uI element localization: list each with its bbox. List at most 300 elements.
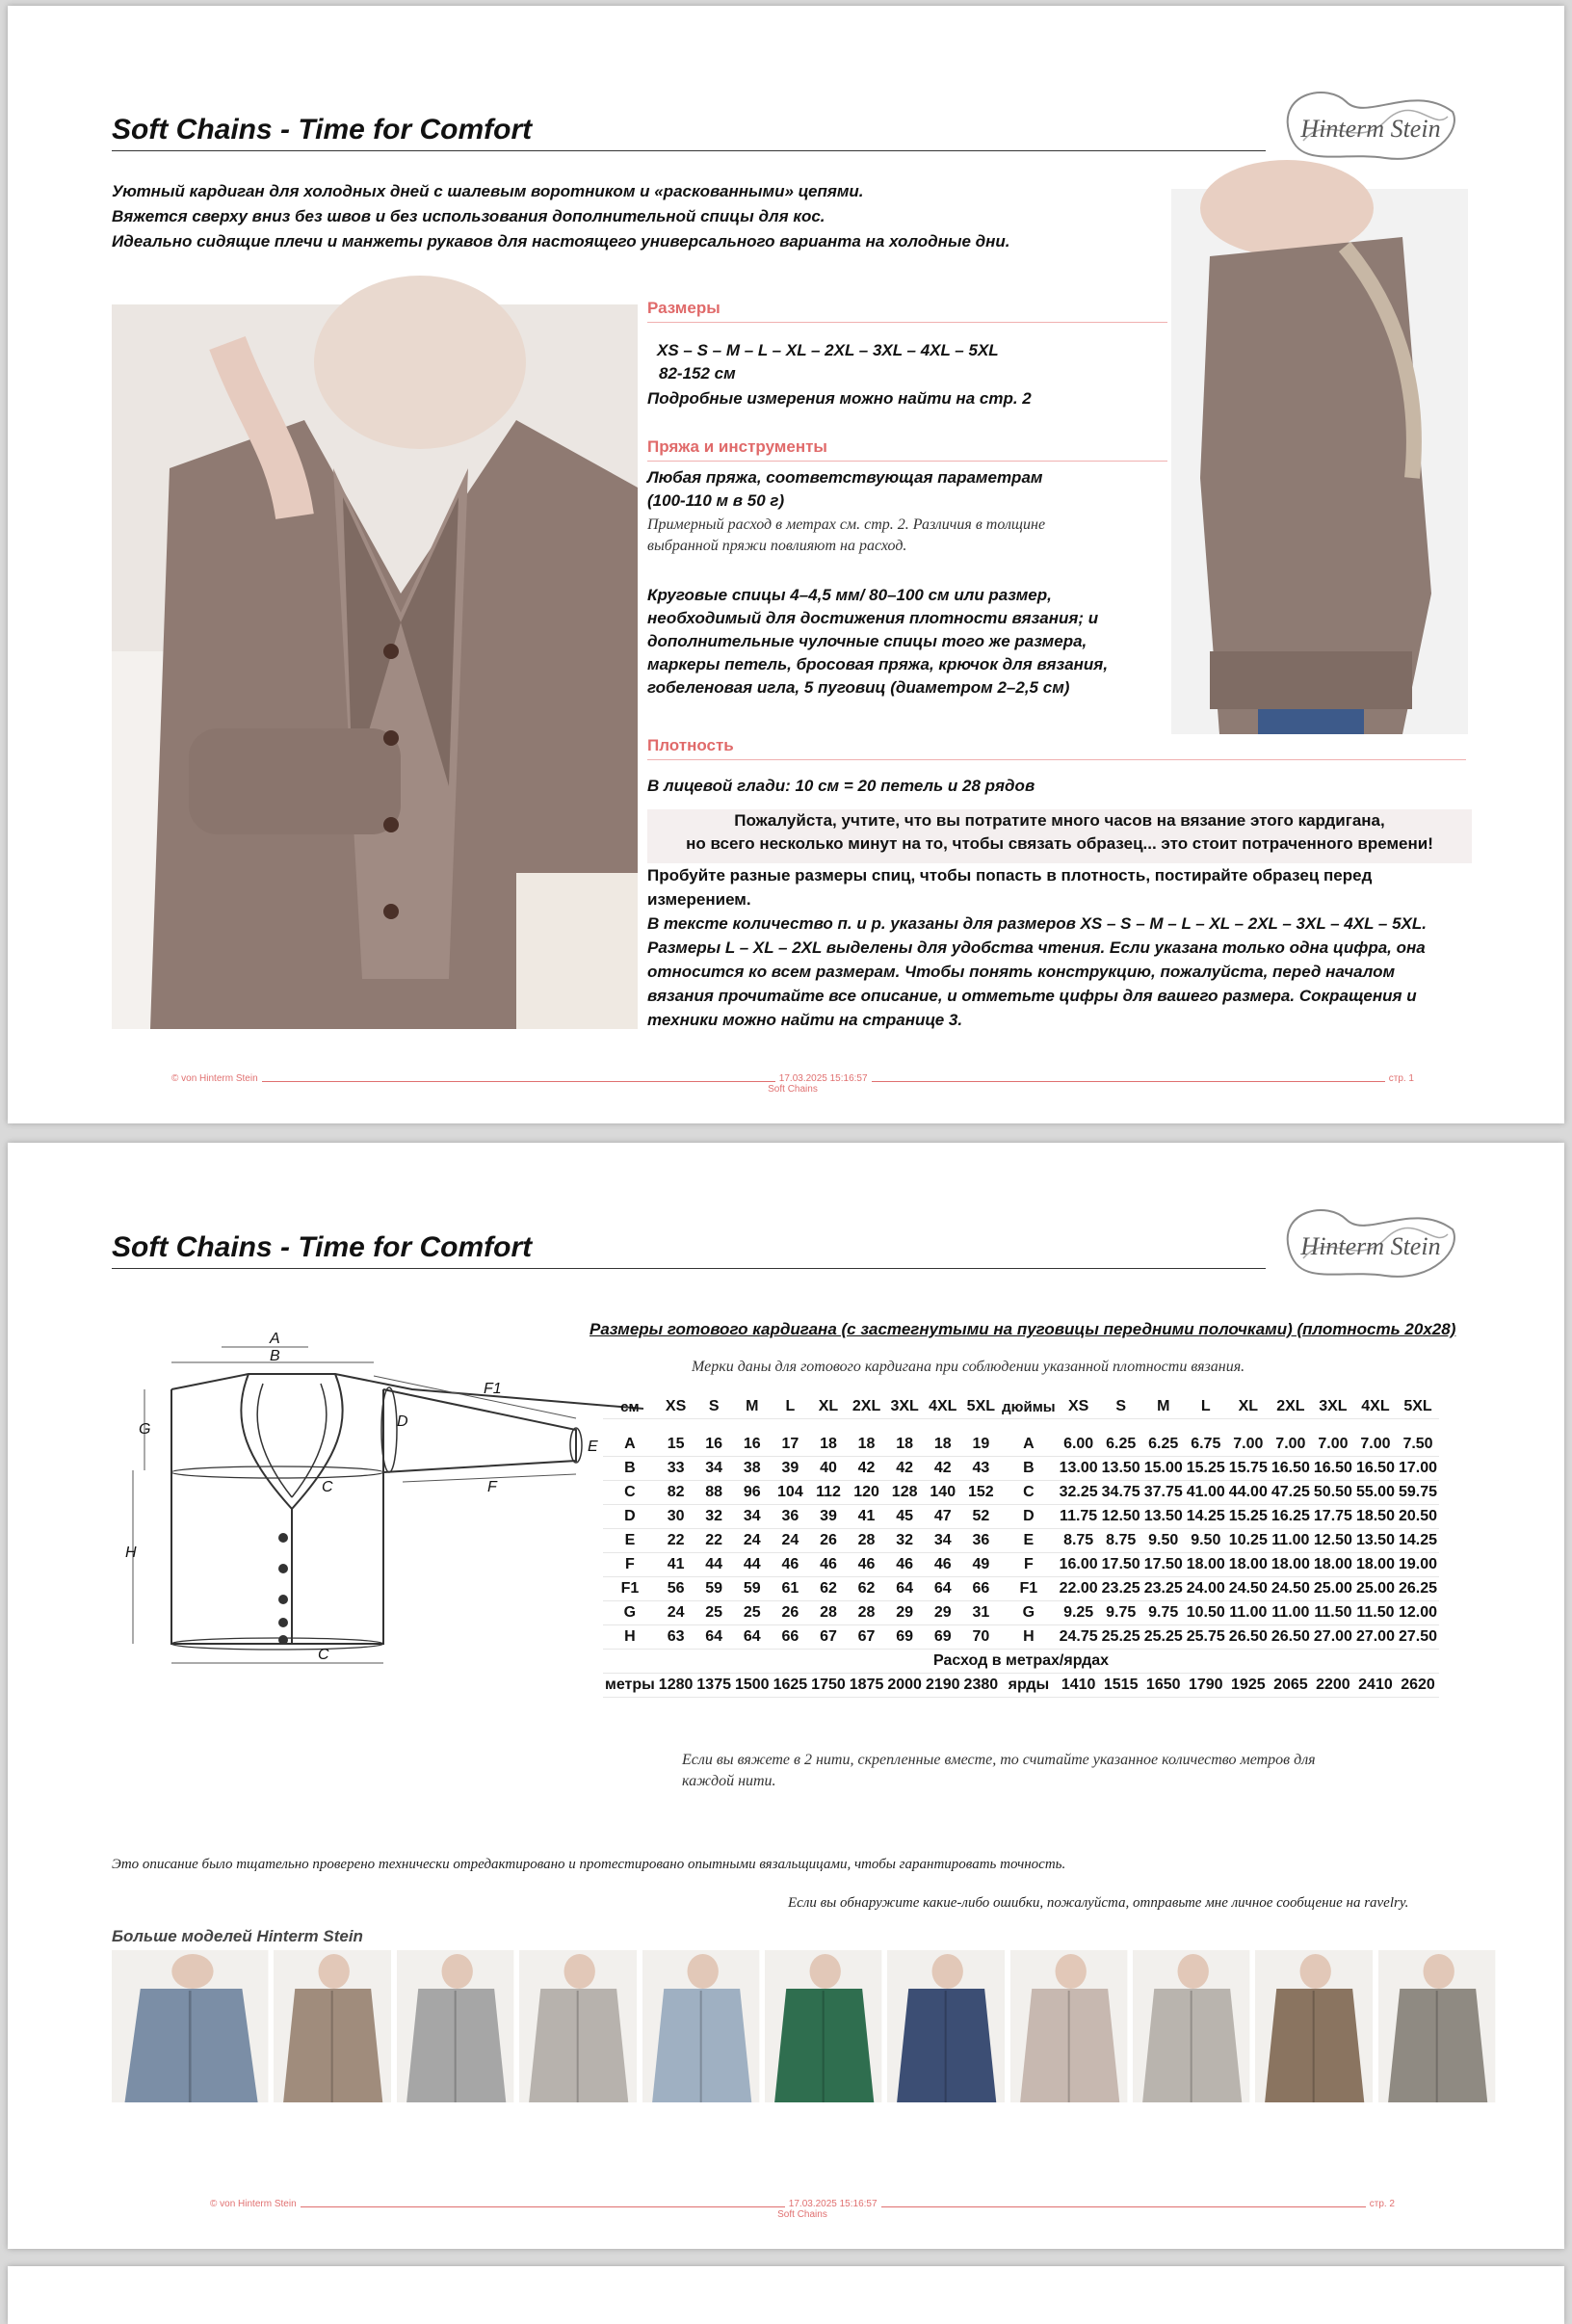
logo-text: Hinterm Stein <box>1300 1232 1441 1260</box>
table-cell: 67 <box>809 1625 848 1650</box>
table-cell: 7.00 <box>1312 1433 1354 1457</box>
table-cell: 34 <box>924 1529 962 1553</box>
table-cell: 2200 <box>1312 1674 1354 1698</box>
table-cell: 34 <box>694 1457 733 1481</box>
table-cell: 62 <box>809 1577 848 1601</box>
table-cell: 104 <box>772 1481 810 1505</box>
table-cell: 55.00 <box>1354 1481 1397 1505</box>
table-cell: 11.50 <box>1354 1601 1397 1625</box>
size-table <box>603 1395 1439 1698</box>
checked-note: Это описание было тщательно проверено технически отредактировано и протестировано опытными вязальщицами, чтобы гарантировать точность. <box>112 1857 1066 1872</box>
table-cell: F <box>1000 1553 1057 1577</box>
tools-line: маркеры петель, бросовая пряжа, крючок для вязания, <box>647 655 1109 673</box>
table-cell: 24.50 <box>1270 1577 1312 1601</box>
table-cell: 22 <box>694 1529 733 1553</box>
gauge-paragraph-line: относится ко всем размерам. Чтобы понять конструкцию, пожалуйста, перед началом <box>647 963 1396 981</box>
table-cell: 13.50 <box>1100 1457 1142 1481</box>
dim-label-b: B <box>270 1348 280 1364</box>
usage-row <box>603 1674 1439 1698</box>
table-cell: 41 <box>848 1505 886 1529</box>
gauge-heading: Плотность <box>647 736 734 754</box>
size-table-title: Размеры готового кардигана (с застегнутыми на пуговицы передними полочками) (плотность 20x28) <box>590 1320 1456 1338</box>
dim-label-a: A <box>270 1331 280 1347</box>
table-cell: 20.50 <box>1397 1505 1439 1529</box>
gauge-paragraph-line: Пробуйте разные размеры спиц, чтобы попасть в плотность, постирайте образец перед <box>647 866 1373 885</box>
table-cell: 64 <box>885 1577 924 1601</box>
yarn-usage-note-line: Примерный расход в метрах см. стр. 2. Различия в толщине <box>647 516 1046 533</box>
table-cell: 17 <box>772 1433 810 1457</box>
sizes-rule <box>647 322 1167 323</box>
table-cell: 13.50 <box>1354 1529 1397 1553</box>
table-cell: 26.25 <box>1397 1577 1439 1601</box>
table-cell: E <box>1000 1529 1057 1553</box>
table-cell: 62 <box>848 1577 886 1601</box>
table-cell: 17.50 <box>1100 1553 1142 1577</box>
table-cell: 40 <box>809 1457 848 1481</box>
table-cell: 10.25 <box>1227 1529 1270 1553</box>
errors-note: Если вы обнаружите какие-либо ошибки, пожалуйста, отправьте мне личное сообщение на ravelry. <box>788 1895 1409 1911</box>
table-cell: 9.50 <box>1185 1529 1227 1553</box>
table-cell: A <box>603 1433 657 1457</box>
table-cell: 23.25 <box>1142 1577 1185 1601</box>
table-cell: 24.50 <box>1227 1577 1270 1601</box>
table-cell: 6.25 <box>1100 1433 1142 1457</box>
table-cell: 18.00 <box>1270 1553 1312 1577</box>
model-thumbnail <box>112 1950 268 2102</box>
table-cell: 41.00 <box>1185 1481 1227 1505</box>
table-cell: 2190 <box>924 1674 962 1698</box>
table-cell: 18 <box>848 1433 886 1457</box>
table-cell: 2380 <box>962 1674 1001 1698</box>
table-row <box>603 1505 1439 1529</box>
tools-line: гобеленовая игла, 5 пуговиц (диаметром 2–2,5 см) <box>647 678 1070 697</box>
dim-label-c-hem: C <box>318 1647 329 1663</box>
table-cell: 25 <box>694 1601 733 1625</box>
footer-date: 17.03.2025 15:16:57 <box>778 1073 868 1084</box>
more-models-gallery <box>112 1950 1495 2102</box>
table-cell: XS <box>657 1395 695 1419</box>
table-cell: 16 <box>733 1433 772 1457</box>
table-cell: 1625 <box>772 1674 810 1698</box>
table-cell: 4XL <box>924 1395 962 1419</box>
table-cell: 39 <box>809 1505 848 1529</box>
table-cell: 12.50 <box>1100 1505 1142 1529</box>
table-cell: 1875 <box>848 1674 886 1698</box>
model-thumbnail <box>1255 1950 1372 2102</box>
table-cell: 6.25 <box>1142 1433 1185 1457</box>
two-strand-note <box>682 1750 1316 1792</box>
table-cell: 1280 <box>657 1674 695 1698</box>
page-1 <box>8 6 1564 1123</box>
table-cell: 18 <box>924 1433 962 1457</box>
table-cell: 24.75 <box>1058 1625 1100 1650</box>
table-cell: см <box>603 1395 657 1419</box>
gauge-paragraph-line: техники можно найти на странице 3. <box>647 1011 963 1029</box>
table-cell: 46 <box>885 1553 924 1577</box>
table-cell: 96 <box>733 1481 772 1505</box>
table-cell: 29 <box>924 1601 962 1625</box>
tools-line: Круговые спицы 4–4,5 мм/ 80–100 см или размер, <box>647 586 1052 604</box>
table-cell: 18.00 <box>1185 1553 1227 1577</box>
table-cell: 3XL <box>1312 1395 1354 1419</box>
table-cell: E <box>603 1529 657 1553</box>
footer-copyright: © von Hinterm Stein <box>171 1073 258 1084</box>
yarn-line-2: (100-110 м в 50 г) <box>647 491 785 510</box>
table-row <box>603 1601 1439 1625</box>
side-cardigan-photo <box>1171 189 1468 734</box>
table-cell: 47.25 <box>1270 1481 1312 1505</box>
table-cell: 1650 <box>1142 1674 1185 1698</box>
two-strand-line: каждой нити. <box>682 1773 776 1789</box>
table-cell: 2XL <box>848 1395 886 1419</box>
table-row <box>603 1433 1439 1457</box>
model-thumbnail <box>274 1950 390 2102</box>
table-cell: S <box>694 1395 733 1419</box>
table-cell: 45 <box>885 1505 924 1529</box>
table-cell: 25.00 <box>1312 1577 1354 1601</box>
table-cell: 47 <box>924 1505 962 1529</box>
table-cell: 6.00 <box>1058 1433 1100 1457</box>
two-strand-line: Если вы вяжете в 2 нити, скрепленные вместе, то считайте указанное количество метров для <box>682 1752 1316 1768</box>
table-cell: 69 <box>924 1625 962 1650</box>
table-cell: 46 <box>848 1553 886 1577</box>
table-cell: 26.50 <box>1227 1625 1270 1650</box>
table-cell: 12.50 <box>1312 1529 1354 1553</box>
table-cell: 64 <box>694 1625 733 1650</box>
table-cell: 24 <box>733 1529 772 1553</box>
model-thumbnail <box>887 1950 1004 2102</box>
more-models-heading: Больше моделей Hinterm Stein <box>112 1927 363 1945</box>
table-cell: 8.75 <box>1058 1529 1100 1553</box>
table-cell: 2000 <box>885 1674 924 1698</box>
table-cell: 9.50 <box>1142 1529 1185 1553</box>
size-table-grid <box>603 1395 1439 1698</box>
table-cell: 66 <box>962 1577 1001 1601</box>
intro-line: Уютный кардиган для холодных дней с шалевым воротником и «раскованными» цепями. <box>112 182 864 200</box>
table-cell: 11.00 <box>1270 1601 1312 1625</box>
table-cell: 24 <box>657 1601 695 1625</box>
dim-label-c-chest: C <box>322 1479 333 1495</box>
table-cell: 17.00 <box>1397 1457 1439 1481</box>
hinterm-stein-logo <box>1270 1191 1472 1297</box>
table-row <box>603 1553 1439 1577</box>
table-cell: 9.75 <box>1100 1601 1142 1625</box>
table-cell: 61 <box>772 1577 810 1601</box>
table-cell: H <box>603 1625 657 1650</box>
table-cell: 140 <box>924 1481 962 1505</box>
table-cell: 1750 <box>809 1674 848 1698</box>
table-cell: 15.25 <box>1227 1505 1270 1529</box>
dim-label-g: G <box>139 1421 151 1438</box>
gauge-paragraph-line: Размеры L – XL – 2XL выделены для удобства чтения. Если указана только одна цифра, она <box>647 938 1426 957</box>
table-cell: 128 <box>885 1481 924 1505</box>
intro-block <box>112 179 1075 254</box>
table-cell: F <box>603 1553 657 1577</box>
table-cell: 7.00 <box>1354 1433 1397 1457</box>
table-cell: 26.50 <box>1270 1625 1312 1650</box>
table-cell: 15.75 <box>1227 1457 1270 1481</box>
table-cell: D <box>1000 1505 1057 1529</box>
table-row <box>603 1481 1439 1505</box>
table-cell: F1 <box>1000 1577 1057 1601</box>
table-cell: D <box>603 1505 657 1529</box>
table-cell: 28 <box>848 1529 886 1553</box>
logo-text: Hinterm Stein <box>1300 115 1441 143</box>
table-cell: G <box>1000 1601 1057 1625</box>
table-cell: 18 <box>809 1433 848 1457</box>
table-cell: 15.25 <box>1185 1457 1227 1481</box>
footer-copyright: © von Hinterm Stein <box>210 2199 297 2209</box>
table-cell: 70 <box>962 1625 1001 1650</box>
table-cell: 24.00 <box>1185 1577 1227 1601</box>
yarn-line-1: Любая пряжа, соответствующая параметрам <box>647 468 1043 487</box>
table-cell: C <box>603 1481 657 1505</box>
dim-label-f1: F1 <box>484 1381 502 1397</box>
sizes-heading: Размеры <box>647 299 720 317</box>
table-cell: 17.50 <box>1142 1553 1185 1577</box>
sizes-range: 82-152 см <box>659 364 736 383</box>
yarn-heading: Пряжа и инструменты <box>647 437 827 456</box>
table-cell: 66 <box>772 1625 810 1650</box>
table-cell: 11.50 <box>1312 1601 1354 1625</box>
table-cell: 28 <box>809 1601 848 1625</box>
table-cell: 49 <box>962 1553 1001 1577</box>
table-cell: 25 <box>733 1601 772 1625</box>
table-cell: 44 <box>733 1553 772 1577</box>
table-cell: 26 <box>809 1529 848 1553</box>
table-cell: 26 <box>772 1601 810 1625</box>
title-rule <box>112 1268 1266 1269</box>
table-cell: 27.50 <box>1397 1625 1439 1650</box>
table-cell: 16.50 <box>1270 1457 1312 1481</box>
table-cell: 25.75 <box>1185 1625 1227 1650</box>
table-cell: 63 <box>657 1625 695 1650</box>
usage-header: Расход в метрах/ярдах <box>603 1650 1439 1674</box>
tools-line: дополнительные чулочные спицы того же размера, <box>647 632 1087 650</box>
table-cell: 42 <box>885 1457 924 1481</box>
dim-label-e: E <box>588 1439 598 1455</box>
size-table-note: Мерки даны для готового кардигана при соблюдении указанной плотности вязания. <box>692 1359 1245 1375</box>
table-cell: 1410 <box>1058 1674 1100 1698</box>
table-cell: B <box>1000 1457 1057 1481</box>
table-cell: 1925 <box>1227 1674 1270 1698</box>
table-cell: 18.50 <box>1354 1505 1397 1529</box>
table-cell: 1515 <box>1100 1674 1142 1698</box>
table-cell: 14.25 <box>1185 1505 1227 1529</box>
table-cell: ярды <box>1000 1674 1057 1698</box>
table-cell: 16.50 <box>1312 1457 1354 1481</box>
model-thumbnail <box>765 1950 881 2102</box>
page-footer <box>171 1073 1414 1095</box>
gauge-note-line: но всего несколько минут на то, чтобы связать образец... это стоит потраченного времени! <box>686 834 1433 853</box>
table-cell: A <box>1000 1433 1057 1457</box>
table-cell: 64 <box>733 1625 772 1650</box>
table-cell: метры <box>603 1674 657 1698</box>
table-cell: 50.50 <box>1312 1481 1354 1505</box>
table-cell: 43 <box>962 1457 1001 1481</box>
table-cell: 25.25 <box>1142 1625 1185 1650</box>
table-cell: 22 <box>657 1529 695 1553</box>
table-cell: 11.75 <box>1058 1505 1100 1529</box>
table-cell: 14.25 <box>1397 1529 1439 1553</box>
table-cell: 12.00 <box>1397 1601 1439 1625</box>
table-cell: 36 <box>772 1505 810 1529</box>
table-cell: 18.00 <box>1354 1553 1397 1577</box>
table-row <box>603 1577 1439 1601</box>
gauge-paragraph-line: измерением. <box>647 890 751 909</box>
footer-date: 17.03.2025 15:16:57 <box>788 2199 878 2209</box>
table-cell: 112 <box>809 1481 848 1505</box>
table-cell: 82 <box>657 1481 695 1505</box>
footer-page-number: стр. 2 <box>1369 2199 1395 2209</box>
table-cell: 25.25 <box>1100 1625 1142 1650</box>
table-cell: 19.00 <box>1397 1553 1439 1577</box>
dim-label-h: H <box>125 1545 137 1561</box>
main-cardigan-photo <box>112 304 638 1029</box>
gauge-instructions <box>647 863 1514 1032</box>
table-cell: 52 <box>962 1505 1001 1529</box>
table-cell: 59.75 <box>1397 1481 1439 1505</box>
table-cell: 22.00 <box>1058 1577 1100 1601</box>
table-cell: G <box>603 1601 657 1625</box>
table-cell: 7.00 <box>1270 1433 1312 1457</box>
page-title: Soft Chains - Time for Comfort <box>112 1231 533 1263</box>
table-cell: 16.50 <box>1354 1457 1397 1481</box>
gauge-value: В лицевой глади: 10 см = 20 петель и 28 рядов <box>647 777 1035 795</box>
table-cell: 56 <box>657 1577 695 1601</box>
table-cell: 34 <box>733 1505 772 1529</box>
tools-line: необходимый для достижения плотности вязания; и <box>647 609 1099 627</box>
gauge-note-line: Пожалуйста, учтите, что вы потратите много часов на вязание этого кардигана, <box>734 811 1385 830</box>
yarn-usage-note <box>647 515 1045 557</box>
footer-page-number: стр. 1 <box>1388 1073 1414 1084</box>
table-cell: 46 <box>924 1553 962 1577</box>
table-cell: 11.00 <box>1270 1529 1312 1553</box>
table-cell: 2065 <box>1270 1674 1312 1698</box>
table-cell: 15 <box>657 1433 695 1457</box>
table-cell: XL <box>1227 1395 1270 1419</box>
table-cell: 13.50 <box>1142 1505 1185 1529</box>
table-cell: 13.00 <box>1058 1457 1100 1481</box>
footer-pattern-name: Soft Chains <box>777 2209 827 2220</box>
table-cell: M <box>1142 1395 1185 1419</box>
table-cell: 152 <box>962 1481 1001 1505</box>
table-cell: 4XL <box>1354 1395 1397 1419</box>
table-row <box>603 1529 1439 1553</box>
table-cell: 32 <box>694 1505 733 1529</box>
table-cell: 15.00 <box>1142 1457 1185 1481</box>
table-cell: H <box>1000 1625 1057 1650</box>
table-cell: 9.25 <box>1058 1601 1100 1625</box>
table-cell: 25.00 <box>1354 1577 1397 1601</box>
table-cell: 120 <box>848 1481 886 1505</box>
table-cell: 37.75 <box>1142 1481 1185 1505</box>
intro-line: Вяжется сверху вниз без швов и без использования дополнительной спицы для кос. <box>112 207 825 225</box>
table-cell: 42 <box>848 1457 886 1481</box>
table-cell: 88 <box>694 1481 733 1505</box>
table-cell: 32 <box>885 1529 924 1553</box>
table-cell: 18 <box>885 1433 924 1457</box>
table-cell: 29 <box>885 1601 924 1625</box>
sizes-note: Подробные измерения можно найти на стр. 2 <box>647 389 1032 408</box>
table-row <box>603 1457 1439 1481</box>
table-cell: 16.25 <box>1270 1505 1312 1529</box>
page-footer <box>210 2199 1395 2220</box>
table-cell: 11.00 <box>1227 1601 1270 1625</box>
table-cell: 16.00 <box>1058 1553 1100 1577</box>
table-cell: 19 <box>962 1433 1001 1457</box>
table-cell: 39 <box>772 1457 810 1481</box>
table-header-row <box>603 1395 1439 1419</box>
table-cell: 69 <box>885 1625 924 1650</box>
table-cell: F1 <box>603 1577 657 1601</box>
table-cell: 5XL <box>1397 1395 1439 1419</box>
table-cell: 46 <box>772 1553 810 1577</box>
table-cell: S <box>1100 1395 1142 1419</box>
table-cell: 1375 <box>694 1674 733 1698</box>
model-thumbnail <box>1133 1950 1249 2102</box>
table-cell: 38 <box>733 1457 772 1481</box>
table-cell: 2XL <box>1270 1395 1312 1419</box>
tools-list <box>647 584 1187 700</box>
table-cell: 59 <box>694 1577 733 1601</box>
page-2 <box>8 1143 1564 2249</box>
table-cell: 1790 <box>1185 1674 1227 1698</box>
table-cell: 31 <box>962 1601 1001 1625</box>
table-cell: 42 <box>924 1457 962 1481</box>
model-thumbnail <box>1010 1950 1127 2102</box>
table-cell: 59 <box>733 1577 772 1601</box>
intro-line: Идеально сидящие плечи и манжеты рукавов для настоящего универсального варианта на холодные дни. <box>112 232 1010 251</box>
table-cell: L <box>1185 1395 1227 1419</box>
dim-label-d: D <box>397 1413 408 1430</box>
cardigan-schematic <box>104 1326 605 1663</box>
table-cell: XS <box>1058 1395 1100 1419</box>
table-cell: 7.50 <box>1397 1433 1439 1457</box>
usage-header-row <box>603 1650 1439 1674</box>
model-thumbnail <box>397 1950 513 2102</box>
table-cell: 33 <box>657 1457 695 1481</box>
table-cell: 44 <box>694 1553 733 1577</box>
footer-pattern-name: Soft Chains <box>768 1084 818 1095</box>
dim-label-f: F <box>487 1479 497 1495</box>
table-cell: XL <box>809 1395 848 1419</box>
gauge-paragraph-line: вязания прочитайте все описание, и отметьте цифры для вашего размера. Сокращения и <box>647 987 1417 1005</box>
title-rule <box>112 150 1266 151</box>
table-cell: 18.00 <box>1312 1553 1354 1577</box>
gauge-rule <box>647 759 1466 760</box>
table-cell: 23.25 <box>1100 1577 1142 1601</box>
table-cell: 6.75 <box>1185 1433 1227 1457</box>
table-cell: 7.00 <box>1227 1433 1270 1457</box>
table-cell: B <box>603 1457 657 1481</box>
yarn-usage-note-line: выбранной пряжи повлияют на расход. <box>647 538 907 554</box>
model-thumbnail <box>642 1950 759 2102</box>
table-cell: 36 <box>962 1529 1001 1553</box>
table-cell: 32.25 <box>1058 1481 1100 1505</box>
table-cell: 17.75 <box>1312 1505 1354 1529</box>
table-cell: 44.00 <box>1227 1481 1270 1505</box>
table-cell: 2620 <box>1397 1674 1439 1698</box>
table-cell: 2410 <box>1354 1674 1397 1698</box>
table-cell: 46 <box>809 1553 848 1577</box>
table-cell: 27.00 <box>1354 1625 1397 1650</box>
gauge-paragraph-line: В тексте количество п. и р. указаны для размеров XS – S – M – L – XL – 2XL – 3XL – 4XL – 5XL. <box>647 914 1427 933</box>
gauge-note-box <box>647 809 1472 863</box>
table-cell: 34.75 <box>1100 1481 1142 1505</box>
sizes-list: XS – S – M – L – XL – 2XL – 3XL – 4XL – 5XL <box>657 341 999 359</box>
table-cell: C <box>1000 1481 1057 1505</box>
